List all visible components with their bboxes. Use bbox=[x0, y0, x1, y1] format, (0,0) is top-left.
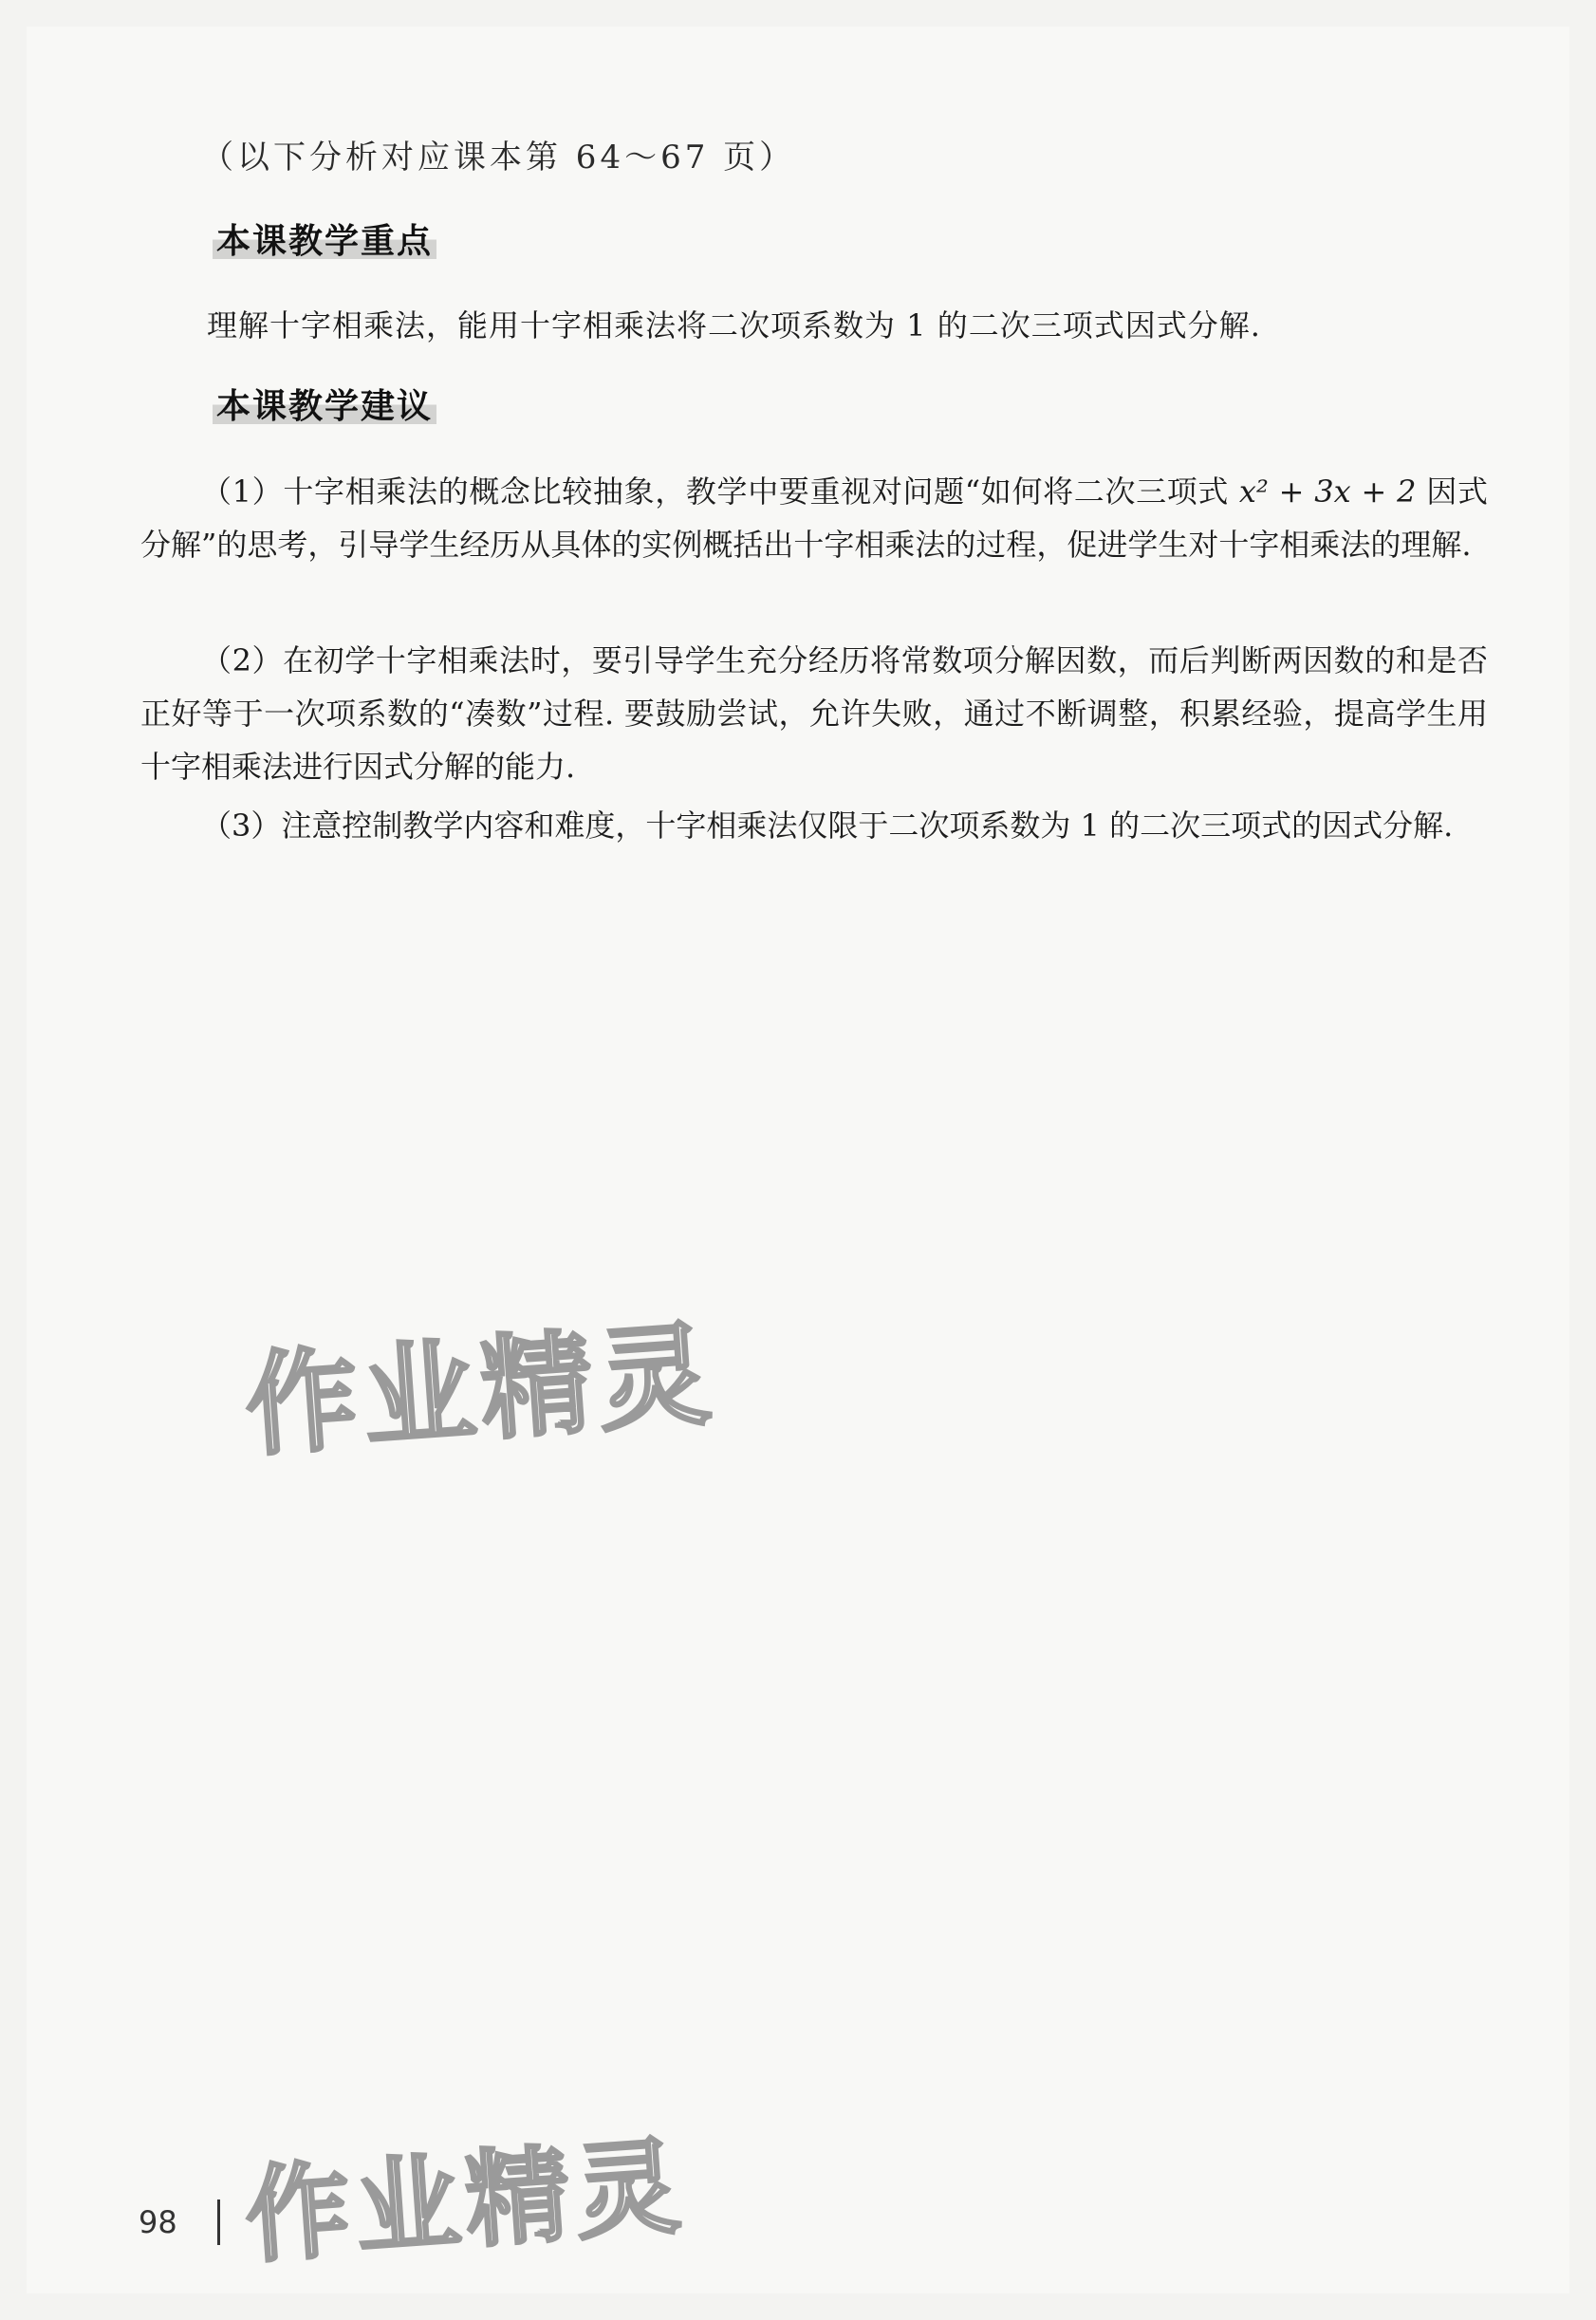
page-number: 98 bbox=[139, 2204, 177, 2240]
textbook-reference-note: （以下分析对应课本第 64～67 页） bbox=[201, 139, 796, 176]
teaching-focus-heading: 本课教学重点 bbox=[213, 214, 436, 263]
quadratic-expression: x² + 3x + 2 bbox=[1238, 473, 1417, 510]
watermark-logo: 作业精灵 bbox=[241, 1308, 720, 1473]
advice-paragraph-2: （2）在初学十字相乘法时，要引导学生充分经历将常数项分解因数，而后判断两因数的和是否正好等于一次项系数的“凑数”过程. 要鼓励尝试，允许失败，通过不断调整，积累经验，提高学生用十字相乘法进行因式分解的能力. bbox=[140, 642, 1488, 785]
advice-paragraph-3: （3）注意控制教学内容和难度，十字相乘法仅限于二次项系数为 1 的二次三项式的因式分解. bbox=[201, 807, 1454, 844]
page bbox=[27, 27, 1569, 2293]
advice-1-lead: （1）十字相乘法的概念比较抽象，教学中要重视对问题“如何将二次三项式 bbox=[201, 473, 1239, 510]
watermark-logo-footer: 作业精灵 bbox=[241, 2125, 690, 2278]
advice-paragraph-1 bbox=[140, 465, 1488, 571]
teaching-focus-text: 理解十字相乘法，能用十字相乘法将二次项系数为 1 的二次三项式因式分解. bbox=[207, 307, 1261, 343]
advice-1-rest: 因式分解”的思考，引导学生经历从具体的实例概括出十字相乘法的过程，促进学生对十字相乘法的理解. bbox=[140, 473, 1488, 563]
page-number-divider bbox=[217, 2199, 220, 2245]
teaching-advice-heading: 本课教学建议 bbox=[213, 380, 436, 428]
